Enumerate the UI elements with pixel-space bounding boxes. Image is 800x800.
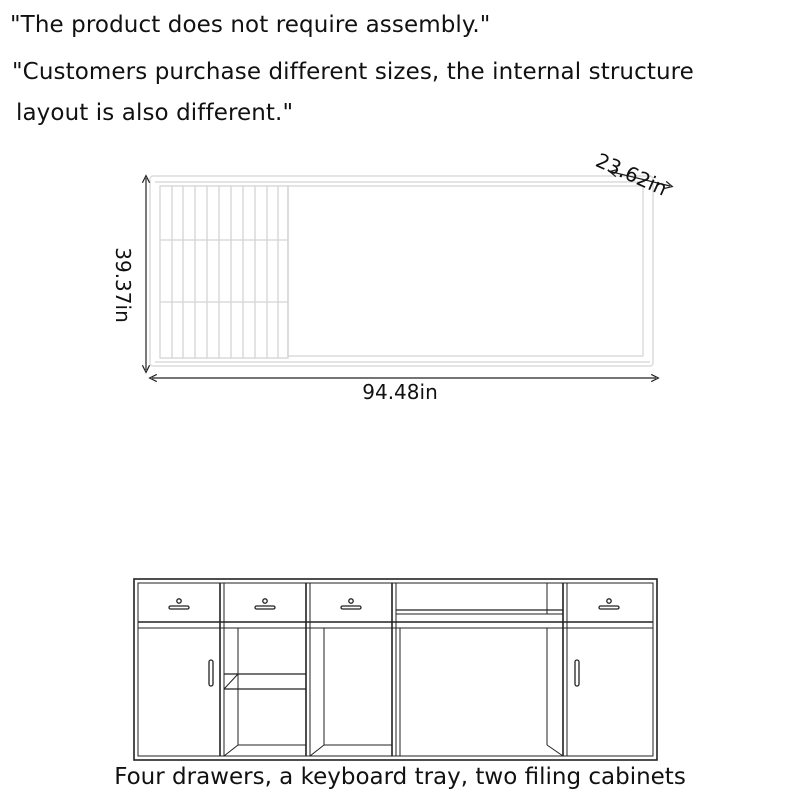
dimension-arrows [146, 172, 670, 378]
shelf-grid [160, 186, 288, 358]
note-sizes-line2: layout is also different." [16, 100, 294, 126]
dimension-width-label: 94.48in [362, 380, 438, 404]
drawer-left [169, 599, 189, 609]
drawer-right [599, 599, 619, 609]
note-assembly: "The product does not require assembly." [10, 12, 491, 38]
filing-cabinet-right [575, 660, 579, 686]
caption: Four drawers, a keyboard tray, two filing cabinets [114, 764, 686, 790]
drawer-second [255, 599, 275, 609]
drawer-third [341, 599, 361, 609]
dimension-height-label: 39.37in [111, 247, 135, 323]
note-sizes-line1: "Customers purchase different sizes, the internal structure [12, 59, 694, 85]
dimension-depth-label: 23.62in [592, 148, 671, 201]
desk-top-outline [150, 176, 653, 366]
open-shelves [224, 628, 392, 756]
filing-cabinet-left [209, 660, 213, 686]
keyboard-tray [396, 583, 563, 756]
